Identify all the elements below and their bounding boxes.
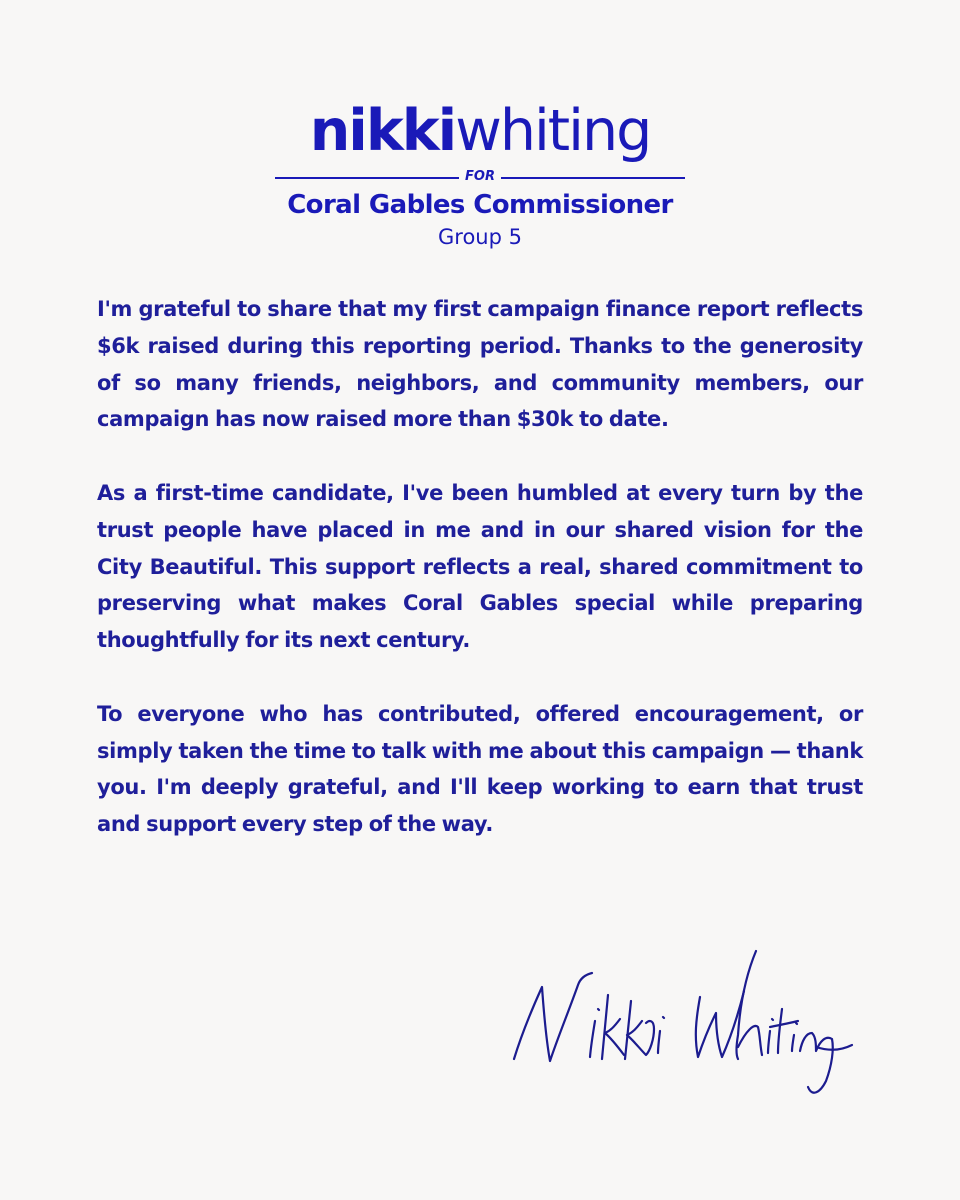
logo-last-name: whiting xyxy=(455,98,651,164)
campaign-logo xyxy=(0,98,960,258)
logo-group: Group 5 xyxy=(438,225,522,249)
handwritten-signature xyxy=(500,935,860,1105)
logo-divider-right xyxy=(501,177,685,179)
logo-first-name: nikki xyxy=(309,98,456,164)
signature-drawing xyxy=(500,935,860,1105)
letter-paragraph-2: As a first-time candidate, I've been humbled at every turn by the trust people have placed in me and in our shared vision for the City Beautiful. This support reflects a real, shared commitment to preserving what makes Coral Gables special while preparing thoughtfully for its next century. xyxy=(97,480,863,653)
letter-paragraph-3: To everyone who has contributed, offered encouragement, or simply taken the time to talk with me about this campaign — thank you. I'm deeply grateful, and I'll keep working to earn that trust and support every step of the way. xyxy=(97,701,863,837)
logo-divider-left xyxy=(275,177,459,179)
letter-body xyxy=(97,291,863,843)
logo-for-row xyxy=(275,166,685,188)
logo-for-label: FOR xyxy=(465,169,495,184)
letter-paragraph-1: I'm grateful to share that my first campaign finance report reflects $6k raised during this reporting period. Thanks to the generosity of so many friends, neighbors, and community members, our campaign has now raised more than $30k to date. xyxy=(97,297,863,432)
logo-wordmark xyxy=(0,98,960,164)
logo-office: Coral Gables Commissioner xyxy=(287,190,673,220)
